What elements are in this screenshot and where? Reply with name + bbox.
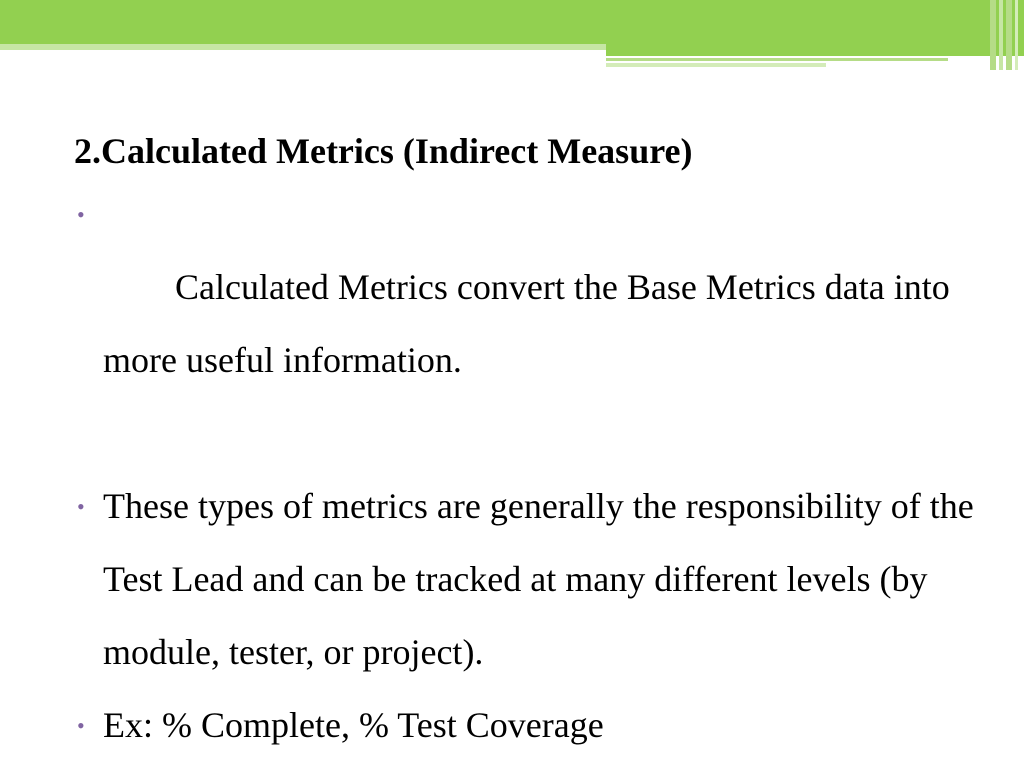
vertical-stripes — [990, 0, 1024, 72]
bullet-list — [74, 178, 974, 762]
green-line — [606, 58, 948, 61]
green-band — [0, 0, 1024, 44]
light-green-strip — [0, 44, 606, 50]
green-band-step — [606, 44, 1024, 56]
bullet-text: These types of metrics are generally the responsibility of the Test Lead and can be tracked at many different levels (by module, tester, or project). — [103, 486, 974, 672]
bullet-text: Ex: % Complete, % Test Coverage — [103, 705, 604, 745]
slide-content — [74, 124, 974, 762]
pale-green-line — [606, 63, 826, 67]
bullet-dot-icon: • — [77, 202, 85, 227]
bullet-dot-icon: • — [77, 713, 85, 738]
bullet-item — [74, 689, 974, 762]
bullet-text: Calculated Metrics convert the Base Metrics data into more useful information. — [103, 267, 959, 380]
bullet-item — [74, 470, 974, 689]
bullet-dot-icon: • — [77, 494, 85, 519]
slide-title: 2.Calculated Metrics (Indirect Measure) — [74, 131, 693, 171]
bullet-item — [74, 178, 974, 470]
header-decoration-band — [0, 0, 1024, 72]
